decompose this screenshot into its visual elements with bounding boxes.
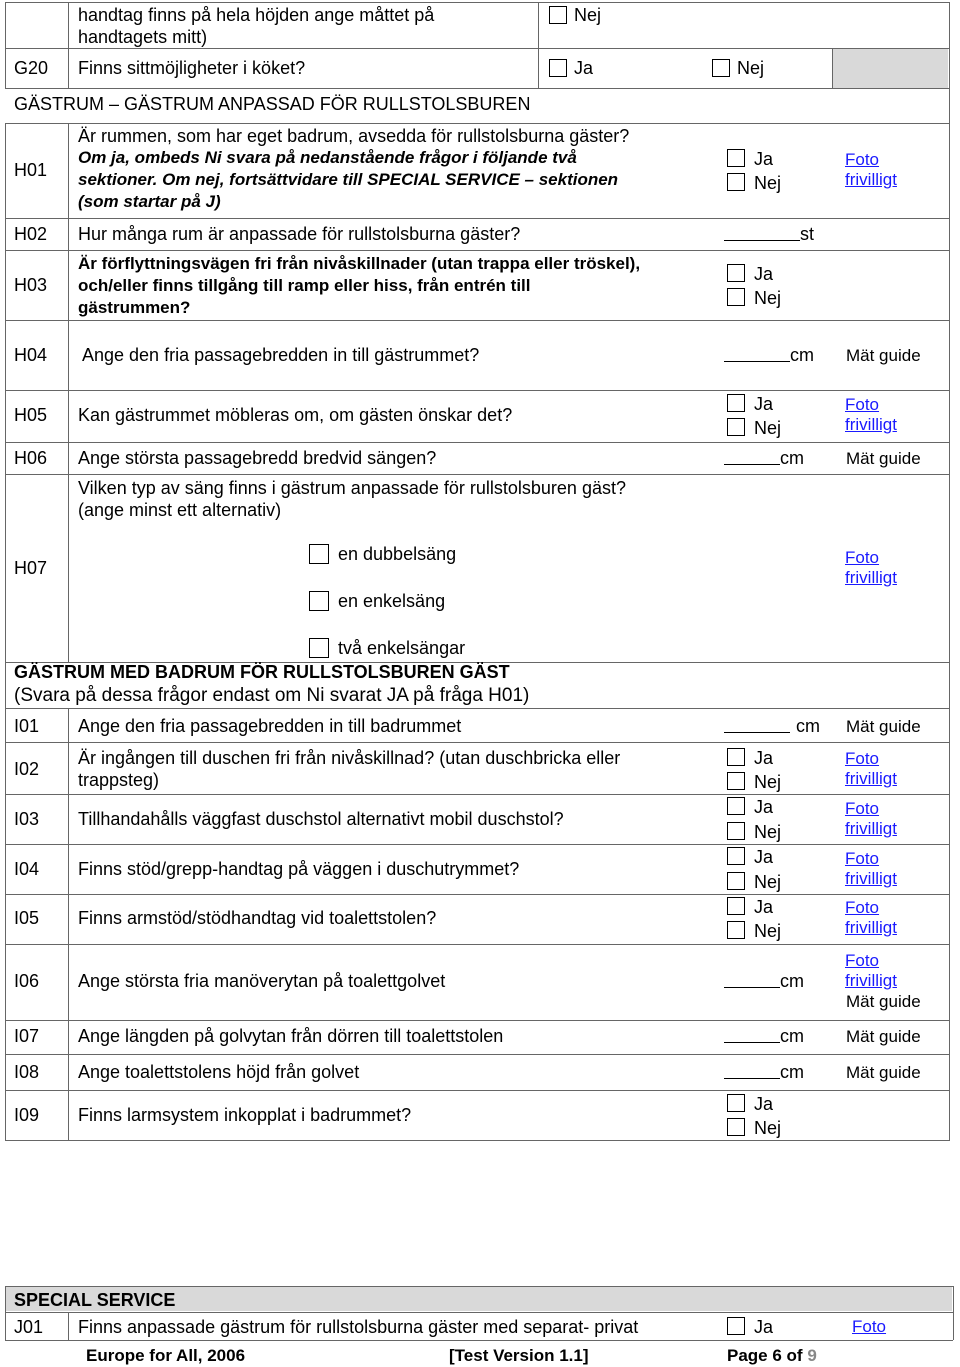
i08-height-field[interactable] [724,1062,780,1079]
g20-ja-checkbox[interactable] [549,59,567,77]
h02-question: Hur många rum är anpassade för rullstolsburna gäster? [78,224,521,244]
i03-ja-checkbox[interactable] [727,797,745,815]
h04-width-field[interactable] [724,345,790,362]
i06-frivilligt-link[interactable]: frivilligt [845,971,897,990]
i02-line1: Är ingången till duschen fri från nivåskillnad? (utan duschbricka eller [78,748,621,768]
footer-page-number [727,1346,817,1366]
h01-ja-label: Ja [754,149,774,169]
i04-frivilligt-link[interactable]: frivilligt [845,869,897,888]
h03-code: H03 [14,275,48,295]
h03-line1: Är förflyttningsvägen fri från nivåskillnader (utan trappa eller tröskel), [78,254,641,273]
h01-line3: sektioner. Om nej, fortsättvidare till SPECIAL SERVICE – sektionen [78,170,619,189]
section-title-gastrum: GÄSTRUM – GÄSTRUM ANPASSAD FÖR RULLSTOLSBUREN [14,94,531,114]
h07-frivilligt-link[interactable]: frivilligt [845,568,897,587]
section-title-badrum: GÄSTRUM MED BADRUM FÖR RULLSTOLSBUREN GÄST [14,662,510,682]
g20-nej-checkbox[interactable] [712,59,730,77]
g20-question: Finns sittmöjligheter i köket? [78,58,306,78]
h01-line2: Om ja, ombeds Ni svara på nedanstående frågor i följande två [78,148,577,167]
i01-code: I01 [14,716,40,736]
i03-ja-label: Ja [754,797,774,817]
h01-nej-label: Nej [754,173,782,193]
i06-area-field[interactable] [724,971,780,988]
j01-ja-checkbox[interactable] [727,1317,745,1335]
j01-question: Finns anpassade gästrum för rullstolsburna gäster med separat- privat [78,1317,639,1337]
i02-frivilligt-link[interactable]: frivilligt [845,769,897,788]
i07-question: Ange längden på golvytan från dörren till toalettstolen [78,1026,504,1046]
h01-foto-link[interactable]: Foto [845,150,880,169]
i02-nej-label: Nej [754,772,782,792]
h06-code: H06 [14,448,48,468]
h05-ja-checkbox[interactable] [727,394,745,412]
i04-ja-label: Ja [754,847,774,867]
i04-nej-label: Nej [754,872,782,892]
h07-code: H07 [14,558,48,578]
i09-code: I09 [14,1105,40,1125]
i01-mat-guide: Mät guide [846,717,921,736]
footer-page-total: 9 [807,1346,817,1365]
i04-ja-checkbox[interactable] [727,847,745,865]
i03-question: Tillhandahålls väggfast duschstol alternativt mobil duschstol? [78,809,564,829]
i06-code: I06 [14,971,40,991]
i05-frivilligt-link[interactable]: frivilligt [845,918,897,937]
handle-text: handtag finns på hela höjden ange måttet på handtagets mitt) [78,5,435,47]
h07-tva-enkelsangar-checkbox[interactable] [309,638,329,658]
h03-line2: och/eller finns tillgång till ramp eller hiss, från entrén till [78,276,531,295]
i09-question: Finns larmsystem inkopplat i badrummet? [78,1105,412,1125]
h03-nej-label: Nej [754,288,782,308]
i09-nej-label: Nej [754,1118,782,1138]
h05-frivilligt-link[interactable]: frivilligt [845,415,897,434]
h03-line3: gästrummen? [78,298,191,317]
section-title-special-service: SPECIAL SERVICE [14,1290,176,1310]
i07-unit: cm [780,1026,804,1046]
i08-question: Ange toalettstolens höjd från golvet [78,1062,360,1082]
i04-nej-checkbox[interactable] [727,872,745,890]
i02-ja-label: Ja [754,748,774,768]
i04-code: I04 [14,859,40,879]
i06-foto-link[interactable]: Foto [845,951,880,970]
h07-enkelsang-checkbox[interactable] [309,591,329,611]
h05-question: Kan gästrummet möbleras om, om gästen önskar det? [78,405,513,425]
i05-foto-link[interactable]: Foto [845,898,880,917]
h01-frivilligt-link[interactable]: frivilligt [845,170,897,189]
h01-line4: (som startar på J) [78,192,221,211]
i03-foto-link[interactable]: Foto [845,799,880,818]
i06-question: Ange största fria manöverytan på toalettgolvet [78,971,446,991]
g20-ja-label: Ja [574,58,594,78]
i08-unit: cm [780,1062,804,1082]
i01-question: Ange den fria passagebredden in till badrummet [78,716,462,736]
i02-line2: trappsteg) [78,770,160,790]
footer-organization: Europe for All, 2006 [86,1346,246,1365]
h05-nej-checkbox[interactable] [727,418,745,436]
i03-nej-checkbox[interactable] [727,822,745,840]
h02-count-field[interactable] [724,224,800,241]
handle-nej-label: Nej [574,5,602,25]
h04-question: Ange den fria passagebredden in till gästrummet? [82,345,480,365]
h02-unit: st [800,224,815,244]
h07-line1: Vilken typ av säng finns i gästrum anpassade för rullstolsburen gäst? [78,478,626,498]
h04-mat-guide: Mät guide [846,346,921,365]
i07-code: I07 [14,1026,40,1046]
g20-gray-cell [832,48,948,88]
handle-nej-checkbox[interactable] [549,6,567,24]
i05-nej-label: Nej [754,921,782,941]
h07-enkelsang-label: en enkelsäng [338,591,446,611]
h01-nej-checkbox[interactable] [727,173,745,191]
i03-frivilligt-link[interactable]: frivilligt [845,819,897,838]
h07-tva-enkelsangar-label: två enkelsängar [338,638,466,658]
h07-dubbelsang-checkbox[interactable] [309,544,329,564]
footer-page-prefix: Page 6 of [727,1346,808,1365]
h05-ja-label: Ja [754,394,774,414]
h06-unit: cm [780,448,804,468]
i04-foto-link[interactable]: Foto [845,849,880,868]
i05-nej-checkbox[interactable] [727,921,745,939]
i09-ja-checkbox[interactable] [727,1094,745,1112]
h01-line1: Är rummen, som har eget badrum, avsedda för rullstolsburna gäster? [78,126,630,146]
h03-ja-label: Ja [754,264,774,284]
h02-code: H02 [14,224,48,244]
h06-width-field[interactable] [724,448,780,465]
h07-dubbelsang-label: en dubbelsäng [338,544,457,564]
i07-mat-guide: Mät guide [846,1027,921,1046]
h07-foto-link[interactable]: Foto [845,548,880,567]
footer-version: [Test Version 1.1] [449,1346,589,1365]
j01-foto-link[interactable]: Foto [852,1317,887,1336]
h03-nej-checkbox[interactable] [727,288,745,306]
h04-unit: cm [790,345,814,365]
section-subtitle-badrum: (Svara på dessa frågor endast om Ni svarat JA på fråga H01) [14,685,530,706]
h06-question: Ange största passagebredd bredvid sängen? [78,448,437,468]
i08-mat-guide: Mät guide [846,1063,921,1082]
i08-code: I08 [14,1062,40,1082]
h04-code: H04 [14,345,48,365]
i02-foto-link[interactable]: Foto [845,749,880,768]
h07-line2: (ange minst ett alternativ) [78,500,282,520]
g20-nej-label: Nej [737,58,765,78]
i04-question: Finns stöd/grepp-handtag på väggen i duschutrymmet? [78,859,520,879]
h05-code: H05 [14,405,48,425]
i02-code: I02 [14,759,40,779]
i03-nej-label: Nej [754,822,782,842]
j01-ja-label: Ja [754,1317,774,1337]
i06-mat-guide: Mät guide [846,992,921,1011]
i06-unit: cm [780,971,804,991]
j01-code: J01 [14,1317,44,1337]
i03-code: I03 [14,809,40,829]
i01-width-field[interactable] [724,716,790,733]
i07-length-field[interactable] [724,1026,780,1043]
g20-code: G20 [14,58,49,78]
h03-ja-checkbox[interactable] [727,264,745,282]
h01-code: H01 [14,160,48,180]
i05-ja-checkbox[interactable] [727,897,745,915]
i02-nej-checkbox[interactable] [727,772,745,790]
i02-ja-checkbox[interactable] [727,748,745,766]
i05-code: I05 [14,908,40,928]
i09-ja-label: Ja [754,1094,774,1114]
i05-question: Finns armstöd/stödhandtag vid toalettstolen? [78,908,437,928]
i01-unit: cm [796,716,820,736]
h05-nej-label: Nej [754,418,782,438]
h01-ja-checkbox[interactable] [727,149,745,167]
i05-ja-label: Ja [754,897,774,917]
h05-foto-link[interactable]: Foto [845,395,880,414]
i09-nej-checkbox[interactable] [727,1118,745,1136]
h06-mat-guide: Mät guide [846,449,921,468]
